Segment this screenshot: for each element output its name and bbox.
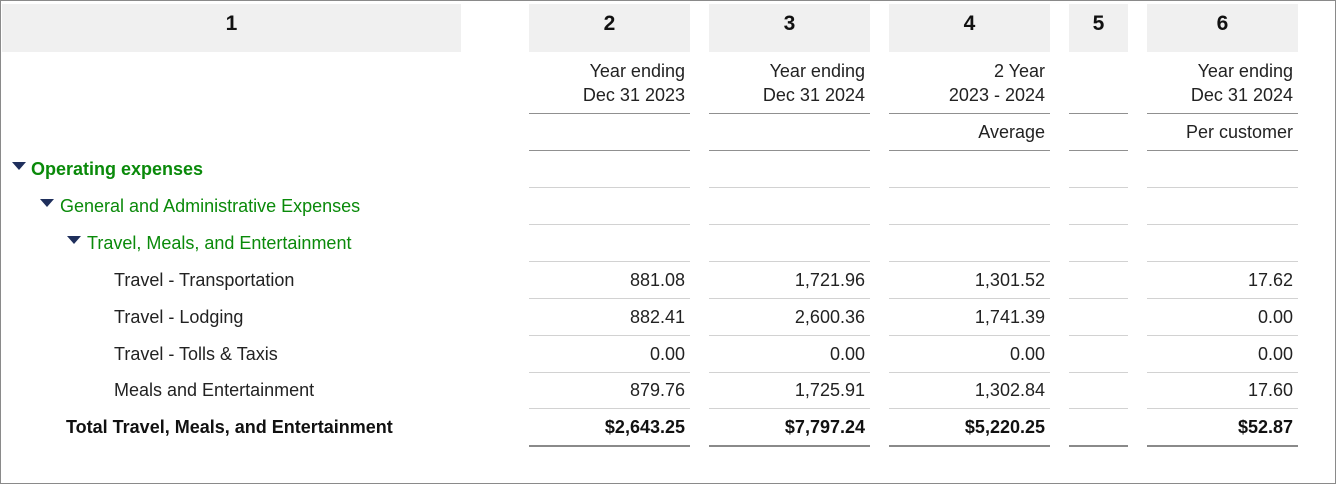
column-number: 6	[1216, 11, 1229, 35]
row-divider	[1069, 261, 1128, 262]
total-underline	[1069, 445, 1128, 447]
divider	[889, 150, 1050, 151]
row-divider	[529, 335, 690, 336]
column-header-3[interactable]	[709, 4, 870, 52]
row-divider	[529, 261, 690, 262]
col4-subheader: Average	[978, 122, 1045, 142]
column-header-5[interactable]	[1069, 4, 1128, 52]
total-underline	[709, 445, 870, 447]
row-value: 0.00	[649, 344, 685, 364]
row-divider	[1069, 298, 1128, 299]
column-header-2[interactable]	[529, 4, 690, 52]
row-divider	[1069, 187, 1128, 188]
divider	[709, 113, 870, 114]
column-number: 3	[783, 11, 796, 35]
column-number: 4	[963, 11, 976, 35]
row-value: 1,725.91	[794, 380, 865, 400]
row-divider	[1069, 408, 1128, 409]
row-label: Travel - Transportation	[114, 270, 295, 290]
row-divider	[1147, 224, 1298, 225]
column-number: 1	[225, 11, 238, 35]
row-divider	[709, 261, 870, 262]
row-divider	[1147, 187, 1298, 188]
group-operating-expenses[interactable]: Operating expenses	[31, 159, 204, 179]
row-divider	[889, 298, 1050, 299]
col2-header-line1: Year ending	[589, 61, 685, 81]
total-underline	[529, 445, 690, 447]
total-value: $2,643.25	[604, 417, 685, 437]
row-value: 1,721.96	[794, 270, 865, 290]
column-header-6[interactable]	[1147, 4, 1298, 52]
row-divider	[529, 372, 690, 373]
row-divider	[1069, 224, 1128, 225]
row-divider	[889, 261, 1050, 262]
row-divider	[529, 298, 690, 299]
column-header-1[interactable]	[2, 4, 461, 52]
row-divider	[709, 335, 870, 336]
row-divider	[709, 408, 870, 409]
divider	[1147, 150, 1298, 151]
col2-header-line2: Dec 31 2023	[582, 85, 685, 105]
row-divider	[1147, 335, 1298, 336]
row-divider	[529, 408, 690, 409]
divider	[529, 150, 690, 151]
column-number: 2	[603, 11, 616, 35]
row-divider	[889, 408, 1050, 409]
row-value: 0.00	[1257, 307, 1293, 327]
total-value: $5,220.25	[964, 417, 1045, 437]
row-divider	[1147, 261, 1298, 262]
total-underline	[889, 445, 1050, 447]
row-label: Travel - Lodging	[114, 307, 244, 327]
row-divider	[709, 187, 870, 188]
row-divider	[709, 298, 870, 299]
row-value: 1,301.52	[974, 270, 1045, 290]
row-value: 0.00	[1257, 344, 1293, 364]
column-header-4[interactable]	[889, 4, 1050, 52]
divider	[709, 150, 870, 151]
row-divider	[889, 187, 1050, 188]
divider	[1147, 113, 1298, 114]
col6-header-line1: Year ending	[1197, 61, 1293, 81]
divider	[889, 113, 1050, 114]
row-divider	[1069, 372, 1128, 373]
row-value: 879.76	[629, 380, 685, 400]
column-number: 5	[1092, 11, 1105, 35]
row-value: 1,741.39	[974, 307, 1045, 327]
row-divider	[529, 224, 690, 225]
row-divider	[1147, 298, 1298, 299]
row-divider	[709, 372, 870, 373]
col3-header-line2: Dec 31 2024	[762, 85, 865, 105]
col4-header-line2: 2023 - 2024	[948, 85, 1045, 105]
row-divider	[1069, 335, 1128, 336]
group-general-administrative[interactable]: General and Administrative Expenses	[60, 196, 361, 216]
row-divider	[889, 372, 1050, 373]
divider	[1069, 113, 1128, 114]
divider	[1069, 150, 1128, 151]
col6-subheader: Per customer	[1185, 122, 1293, 142]
row-label: Meals and Entertainment	[114, 380, 315, 400]
row-value: 0.00	[1009, 344, 1045, 364]
row-divider	[709, 224, 870, 225]
row-value: 0.00	[829, 344, 865, 364]
row-divider	[889, 224, 1050, 225]
row-value: 17.60	[1247, 380, 1293, 400]
row-divider	[889, 335, 1050, 336]
total-value: $52.87	[1237, 417, 1293, 437]
row-divider	[529, 187, 690, 188]
col4-header-line1: 2 Year	[993, 61, 1045, 81]
total-value: $7,797.24	[784, 417, 865, 437]
total-label: Total Travel, Meals, and Entertainment	[66, 417, 393, 437]
group-travel-meals-entertainment[interactable]: Travel, Meals, and Entertainment	[87, 233, 352, 253]
col6-header-line2: Dec 31 2024	[1190, 85, 1293, 105]
col3-header-line1: Year ending	[769, 61, 865, 81]
row-label: Travel - Tolls & Taxis	[114, 344, 278, 364]
row-divider	[1147, 372, 1298, 373]
row-value: 17.62	[1247, 270, 1293, 290]
row-value: 882.41	[629, 307, 685, 327]
total-underline	[1147, 445, 1298, 447]
collapse-triangle-icon[interactable]	[40, 199, 54, 207]
collapse-triangle-icon[interactable]	[12, 162, 26, 170]
row-value: 1,302.84	[974, 380, 1045, 400]
row-value: 881.08	[629, 270, 685, 290]
row-divider	[1147, 408, 1298, 409]
row-value: 2,600.36	[794, 307, 865, 327]
collapse-triangle-icon[interactable]	[67, 236, 81, 244]
divider	[529, 113, 690, 114]
